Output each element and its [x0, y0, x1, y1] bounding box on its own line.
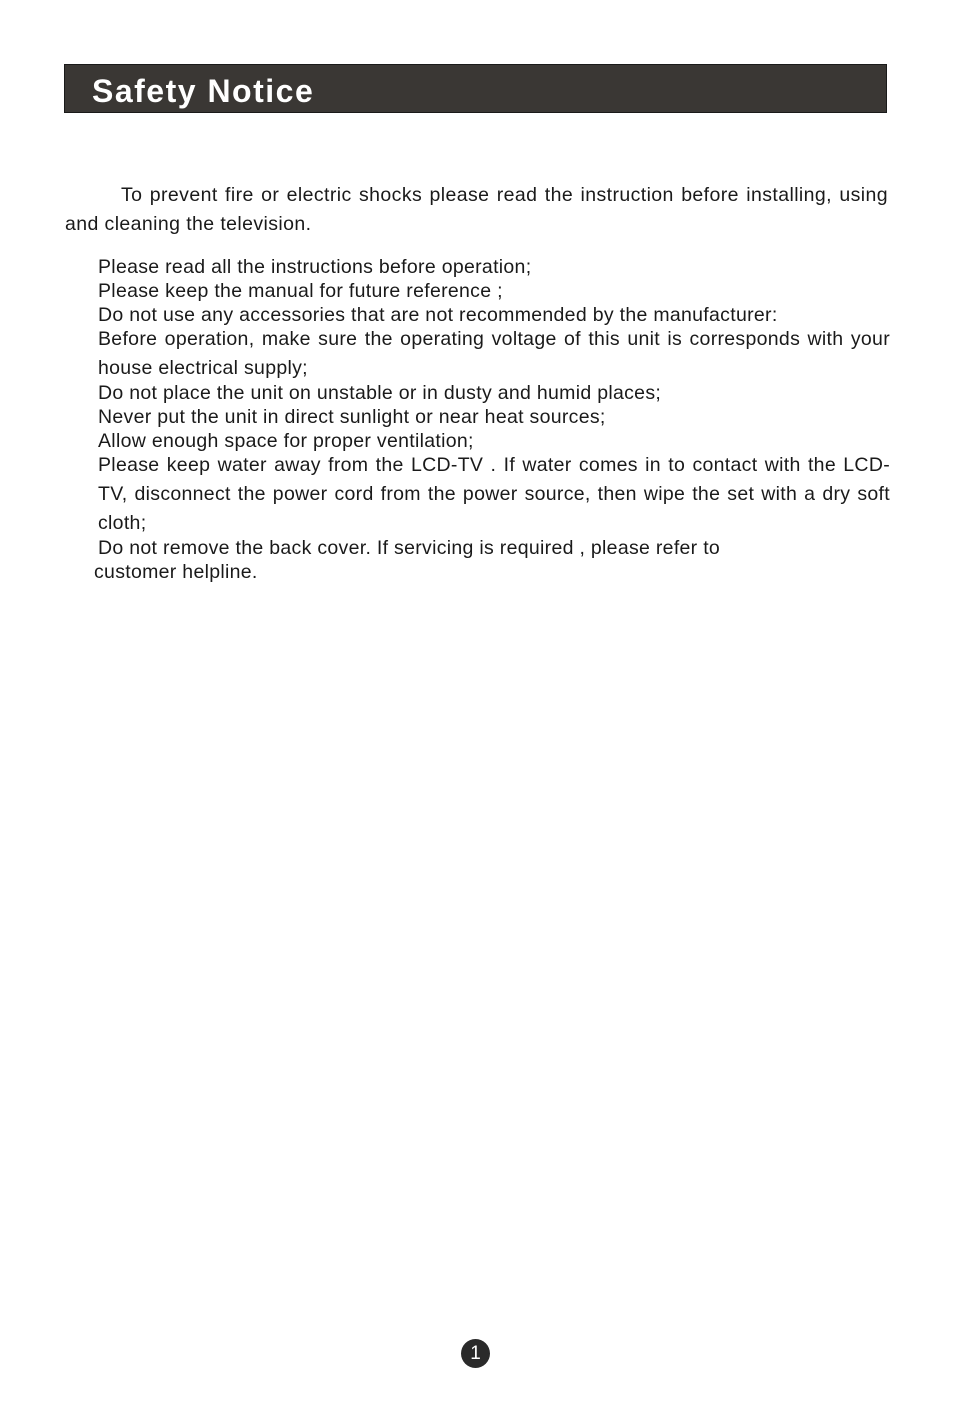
list-item-line: Do not remove the back cover. If servicing is required , please refer to — [98, 537, 721, 559]
list-item: Before operation, make sure the operating voltage of this unit is corresponds with your house electrical supply; — [98, 328, 890, 379]
page-title: Safety Notice — [92, 73, 315, 109]
page-number-badge: 1 — [461, 1339, 490, 1368]
list-item: Do not place the unit on unstable or in dusty and humid places; — [98, 382, 662, 404]
intro-paragraph: To prevent fire or electric shocks please read the instruction before installing, using and cleaning the television. — [65, 184, 888, 235]
list-item: Please keep the manual for future reference ; — [98, 280, 503, 302]
list-item: Do not use any accessories that are not recommended by the manufacturer: — [98, 304, 778, 326]
list-item: Please read all the instructions before operation; — [98, 256, 532, 278]
section-header — [64, 64, 887, 113]
list-item — [94, 536, 890, 584]
list-item-line: customer helpline. — [94, 561, 258, 583]
safety-notice-list — [94, 255, 890, 584]
list-item: Never put the unit in direct sunlight or near heat sources; — [98, 406, 606, 428]
list-item: Allow enough space for proper ventilation; — [98, 430, 474, 452]
list-item: Please keep water away from the LCD-TV . If water comes in to contact with the LCD-TV, disconnect the power cord from the power source, then wipe the set with a dry soft cloth; — [98, 454, 890, 534]
